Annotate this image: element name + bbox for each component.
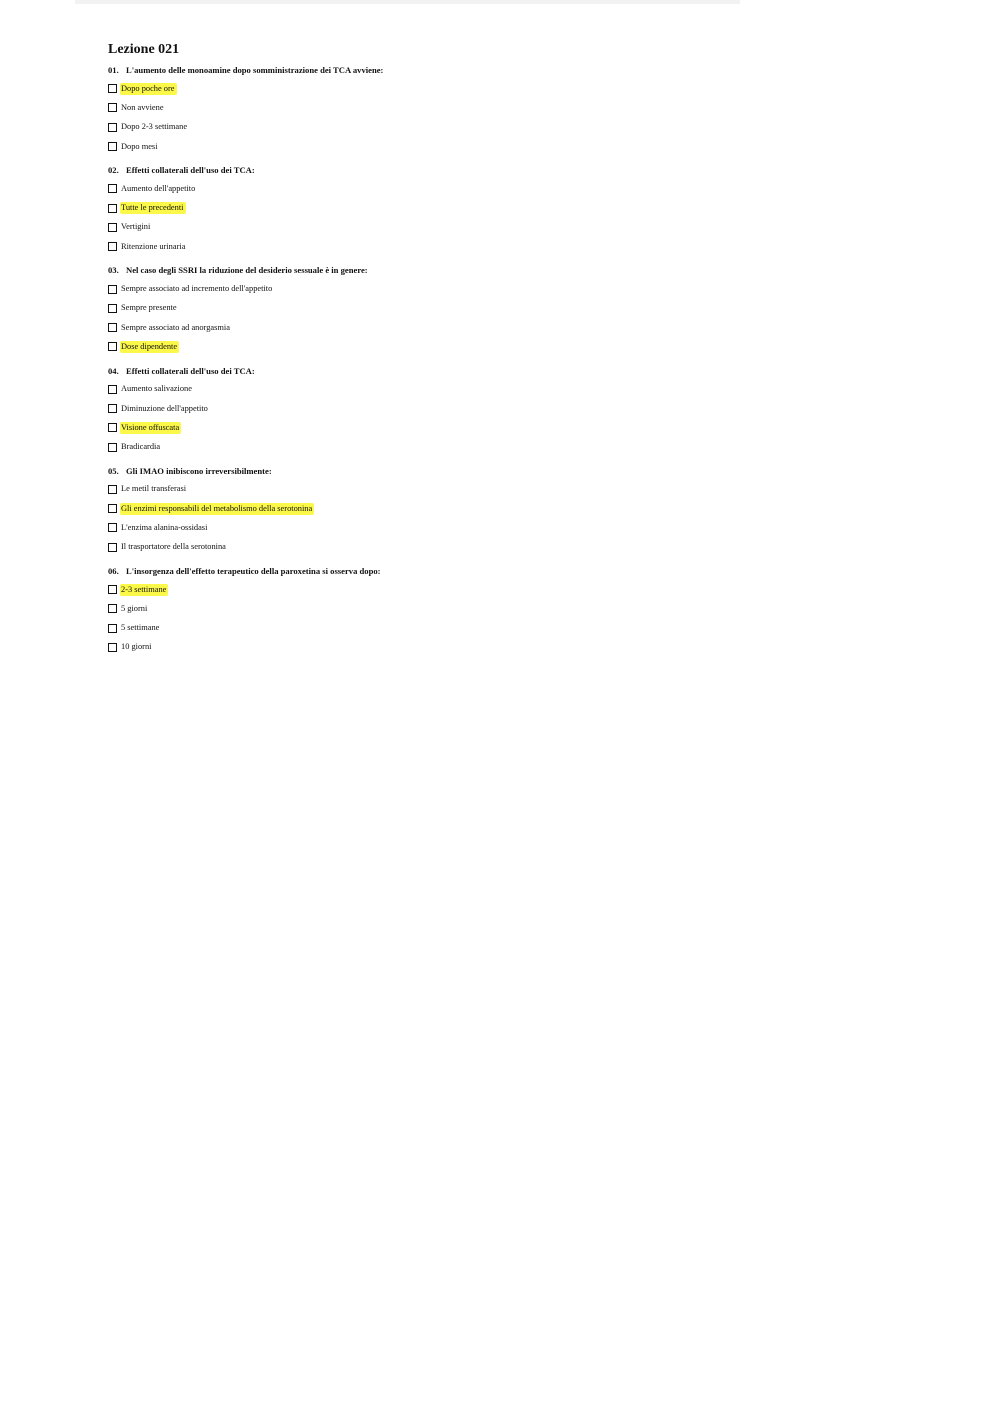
- answer-checkbox[interactable]: [108, 184, 117, 193]
- question-text: Effetti collaterali dell'uso dei TCA:: [126, 365, 255, 376]
- question-text: L'insorgenza dell'effetto terapeutico della paroxetina si osserva dopo:: [126, 565, 381, 576]
- answer-label: Sempre associato ad incremento dell'appetito: [121, 284, 273, 294]
- answer-option[interactable]: [108, 337, 728, 356]
- answer-checkbox[interactable]: [108, 643, 117, 652]
- answer-option[interactable]: [108, 179, 728, 198]
- question-number: 01.: [108, 65, 119, 75]
- answer-option[interactable]: [108, 299, 728, 318]
- answer-label: Dopo mesi: [121, 141, 158, 151]
- answer-checkbox[interactable]: [108, 523, 117, 532]
- answer-option[interactable]: [108, 418, 728, 437]
- answer-option[interactable]: [108, 437, 728, 456]
- answer-checkbox[interactable]: [108, 342, 117, 351]
- answer-checkbox[interactable]: [108, 123, 117, 132]
- answer-label: Aumento dell'appetito: [121, 183, 196, 193]
- answer-option[interactable]: [108, 218, 728, 237]
- question-number: 02.: [108, 165, 119, 176]
- answer-option[interactable]: [108, 580, 728, 599]
- answer-option[interactable]: [108, 619, 728, 638]
- answer-option[interactable]: [108, 237, 728, 256]
- answer-label: Vertigini: [121, 222, 151, 232]
- answer-option[interactable]: [108, 538, 728, 557]
- answer-option[interactable]: [108, 399, 728, 418]
- question-heading: [108, 165, 728, 176]
- answer-checkbox[interactable]: [108, 624, 117, 633]
- answer-checkbox[interactable]: [108, 585, 117, 594]
- question-number: 06.: [108, 565, 119, 576]
- question-heading: [108, 466, 728, 477]
- answer-option[interactable]: [108, 98, 728, 117]
- answer-checkbox[interactable]: [108, 242, 117, 251]
- question-3: [108, 265, 728, 356]
- answer-label: Diminuzione dell'appetito: [121, 403, 208, 413]
- answer-label: Dopo poche ore: [121, 83, 175, 93]
- question-number: 05.: [108, 465, 119, 476]
- answer-label: 5 giorni: [121, 603, 148, 613]
- answer-checkbox[interactable]: [108, 285, 117, 294]
- question-heading: [108, 65, 728, 76]
- answer-option[interactable]: [108, 499, 728, 518]
- answer-label: Ritenzione urinaria: [121, 241, 186, 251]
- answer-label: L'enzima alanina-ossidasi: [121, 522, 208, 532]
- answer-label: 5 settimane: [121, 623, 160, 633]
- answer-option[interactable]: [108, 638, 728, 657]
- answer-checkbox[interactable]: [108, 385, 117, 394]
- answer-label: Dose dipendente: [121, 341, 178, 351]
- question-2: [108, 165, 728, 256]
- answer-checkbox[interactable]: [108, 504, 117, 513]
- question-1: [108, 65, 728, 156]
- answer-checkbox[interactable]: [108, 142, 117, 151]
- answer-checkbox[interactable]: [108, 204, 117, 213]
- question-heading: [108, 566, 728, 577]
- lesson-title: Lezione 021: [108, 42, 180, 57]
- answer-option[interactable]: [108, 198, 728, 217]
- answer-option[interactable]: [108, 599, 728, 618]
- answer-label: Bradicardia: [121, 442, 161, 452]
- answer-checkbox[interactable]: [108, 323, 117, 332]
- answer-label: Sempre associato ad anorgasmia: [121, 322, 230, 332]
- answer-option[interactable]: [108, 318, 728, 337]
- answer-label: Dopo 2-3 settimane: [121, 122, 188, 132]
- question-text: Effetti collaterali dell'uso dei TCA:: [126, 165, 255, 176]
- question-number: 03.: [108, 265, 119, 276]
- question-6: [108, 566, 728, 657]
- answer-checkbox[interactable]: [108, 84, 117, 93]
- answer-option[interactable]: [108, 518, 728, 537]
- question-text: L'aumento delle monoamine dopo somministrazione dei TCA avviene:: [126, 65, 384, 75]
- answer-label: Il trasportatore della serotonina: [121, 542, 226, 552]
- answer-option[interactable]: [108, 137, 728, 156]
- answer-label: Aumento salivazione: [121, 384, 192, 394]
- answer-checkbox[interactable]: [108, 304, 117, 313]
- answer-checkbox[interactable]: [108, 223, 117, 232]
- answer-option[interactable]: [108, 79, 728, 98]
- answer-checkbox[interactable]: [108, 543, 117, 552]
- answer-option[interactable]: [108, 480, 728, 499]
- answer-checkbox[interactable]: [108, 423, 117, 432]
- answer-option[interactable]: [108, 118, 728, 137]
- question-5: [108, 466, 728, 557]
- question-text: Gli IMAO inibiscono irreversibilmente:: [126, 465, 272, 476]
- answer-label: 10 giorni: [121, 642, 152, 652]
- quiz-page: [108, 41, 728, 666]
- answer-label: Le metil transferasi: [121, 484, 187, 494]
- answer-checkbox[interactable]: [108, 485, 117, 494]
- answer-checkbox[interactable]: [108, 443, 117, 452]
- answer-label: Tutte le precedenti: [121, 203, 184, 213]
- answer-checkbox[interactable]: [108, 604, 117, 613]
- answer-label: 2-3 settimane: [121, 584, 167, 594]
- answer-label: Visione offuscata: [121, 422, 180, 432]
- question-heading: [108, 265, 728, 276]
- answer-option[interactable]: [108, 380, 728, 399]
- question-4: [108, 366, 728, 457]
- answer-option[interactable]: [108, 279, 728, 298]
- answer-label: Non avviene: [121, 102, 164, 112]
- answer-checkbox[interactable]: [108, 103, 117, 112]
- answer-checkbox[interactable]: [108, 404, 117, 413]
- question-number: 04.: [108, 365, 119, 376]
- answer-label: Sempre presente: [121, 303, 177, 313]
- answer-label: Gli enzimi responsabili del metabolismo della serotonina: [121, 503, 313, 513]
- question-text: Nel caso degli SSRI la riduzione del desiderio sessuale è in genere:: [126, 265, 368, 276]
- question-heading: [108, 366, 728, 377]
- page-top-edge: [75, 0, 740, 4]
